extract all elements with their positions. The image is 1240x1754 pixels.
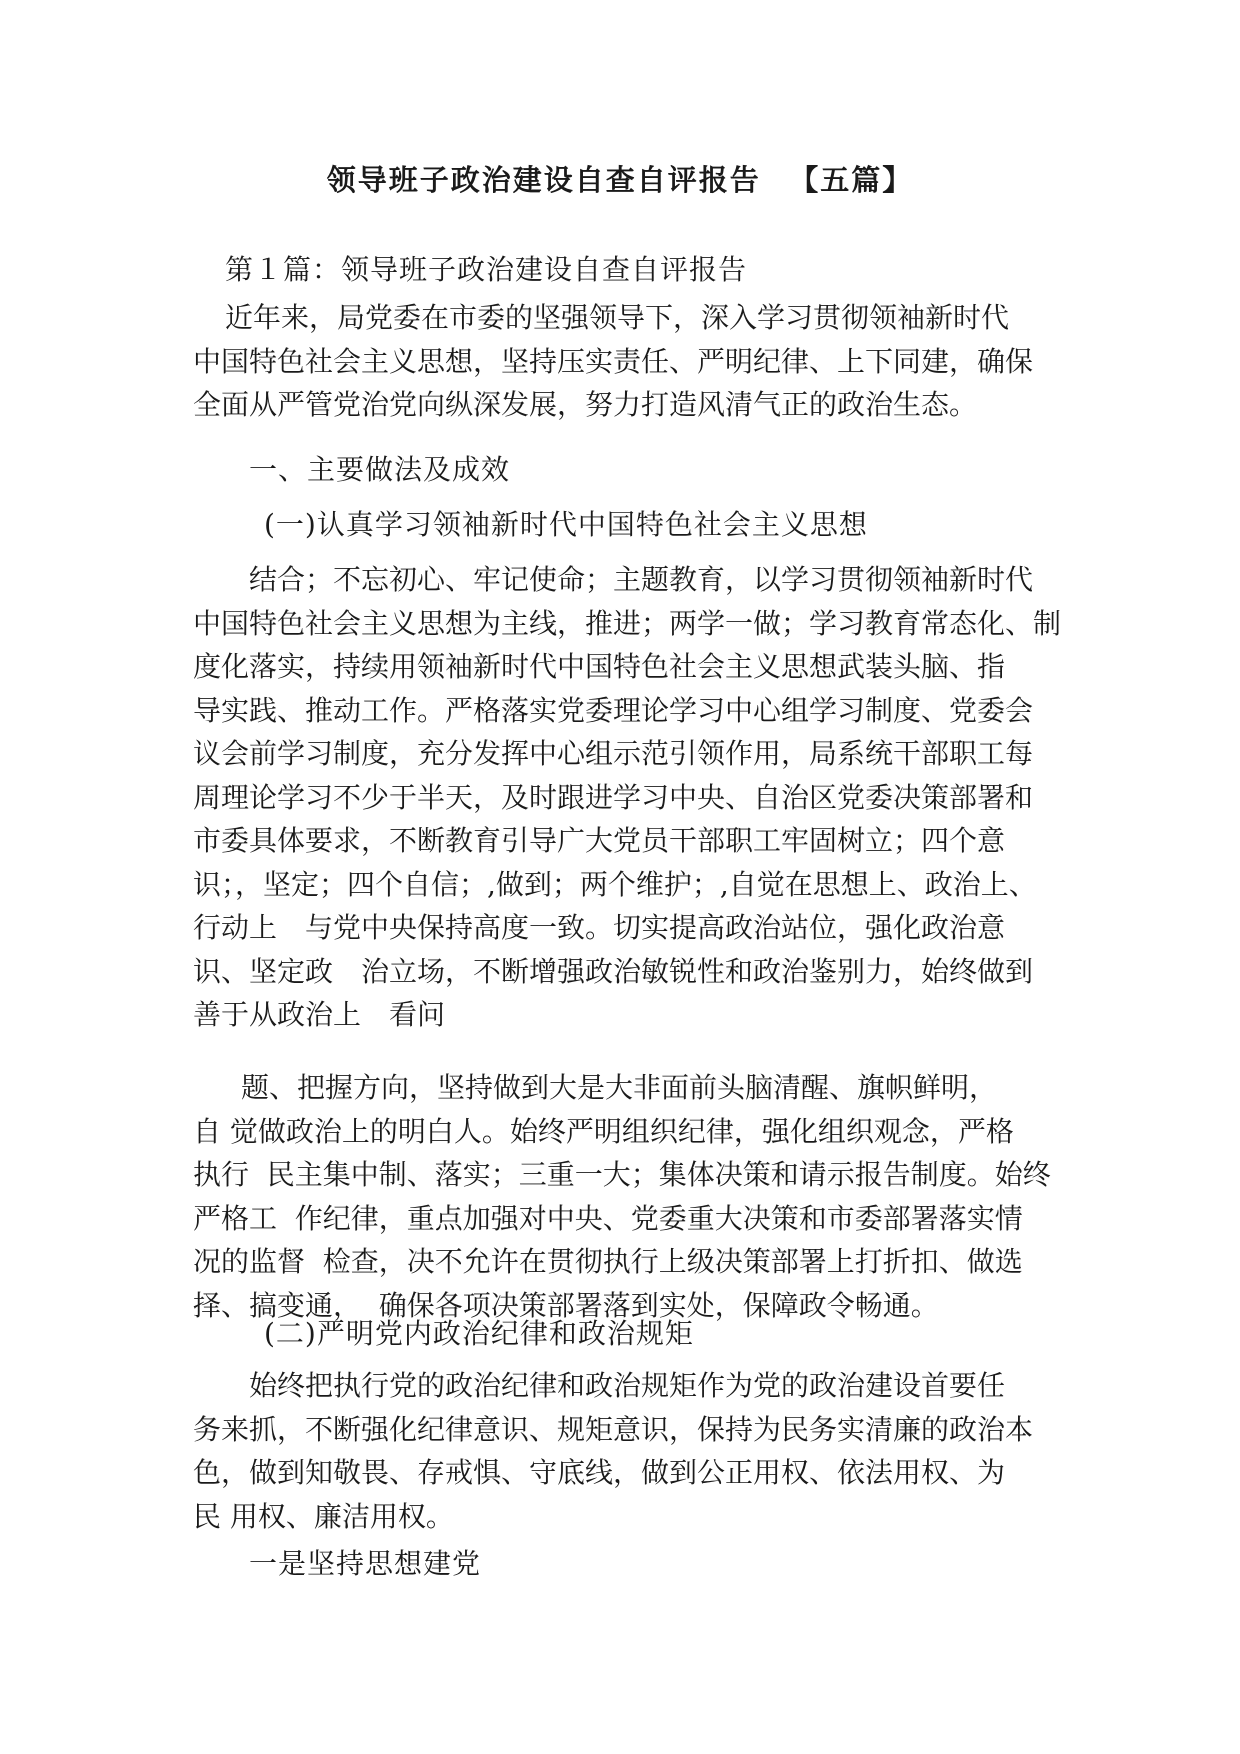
intro-paragraph	[193, 296, 1053, 427]
paragraph-line: 善于从政治上 看问	[193, 998, 446, 1031]
paragraph-line: 识；，坚定；四个自信；,做到；两个维护；,自觉在思想上、政治上、	[193, 867, 1037, 901]
paragraph-line: 严格工 作纪律，重点加强对中央、党委重大决策和市委部署落实情	[193, 1201, 1023, 1235]
paragraph-line: 近年来，局党委在市委的坚强领导下，深入学习贯彻领袖新时代	[225, 301, 1010, 334]
item1-heading: 一是坚持思想建党	[249, 1547, 482, 1580]
subsection2-heading: (二)严明党内政治纪律和政治规矩	[264, 1317, 694, 1350]
document-title: 领导班子政治建设自查自评报告 【五篇】	[326, 163, 914, 197]
paragraph-line: 自 觉做政治上的明白人。始终严明组织纪律，强化组织观念，严格	[193, 1114, 1014, 1148]
paragraph-line: 题、把握方向，坚持做到大是大非面前头脑清醒、旗帜鲜明，	[241, 1071, 998, 1104]
part1-heading: 第１篇：领导班子政治建设自查自评报告	[225, 253, 748, 286]
paragraph-line: 结合；不忘初心、牢记使命；主题教育，以学习贯彻领袖新时代	[249, 563, 1034, 596]
paragraph-line: 务来抓，不断强化纪律意识、规矩意识，保持为民务实清廉的政治本	[193, 1412, 1034, 1446]
paragraph-line: 中国特色社会主义思想，坚持压实责任、严明纪律、上下同建，确保	[193, 344, 1034, 378]
subsection2-paragraph	[193, 1364, 1053, 1538]
subsection1-paragraph1	[193, 558, 1062, 1037]
subsection1-paragraph2	[193, 1066, 1053, 1327]
paragraph-line: 民 用权、廉洁用权。	[193, 1499, 454, 1533]
paragraph-line: 导实践、推动工作。严格落实党委理论学习中心组学习制度、党委会	[193, 693, 1034, 727]
paragraph-line: 周理论学习不少于半天，及时跟进学习中央、自治区党委决策部署和	[193, 780, 1034, 814]
paragraph-line: 度化落实，持续用领袖新时代中国特色社会主义思想武装头脑、指	[193, 650, 1006, 683]
paragraph-line: 行动上 与党中央保持高度一致。切实提高政治站位，强化政治意	[193, 911, 1006, 944]
paragraph-line: 议会前学习制度，充分发挥中心组示范引领作用，局系统干部职工每	[193, 737, 1034, 770]
paragraph-line: 况的监督 检查，决不允许在贯彻执行上级决策部署上打折扣、做选	[193, 1245, 1023, 1278]
paragraph-line: 中国特色社会主义思想为主线，推进；两学一做；学习教育常态化、制	[193, 606, 1062, 640]
paragraph-line: 全面从严管党治党向纵深发展，努力打造风清气正的政治生态。	[193, 388, 978, 421]
paragraph-line: 执行 民主集中制、落实；三重一大；集体决策和请示报告制度。始终	[193, 1158, 1051, 1191]
section1-heading: 一、主要做法及成效	[249, 453, 511, 486]
paragraph-line: 识、坚定政 治立场，不断增强政治敏锐性和政治鉴别力，始终做到	[193, 954, 1034, 988]
paragraph-line: 择、搞变通， 确保各项决策部署落到实处，保障政令畅通。	[193, 1288, 939, 1322]
paragraph-line: 市委具体要求，不断教育引导广大党员干部职工牢固树立；四个意	[193, 824, 1006, 857]
paragraph-line: 始终把执行党的政治纪律和政治规矩作为党的政治建设首要任	[249, 1369, 1006, 1402]
subsection1-heading: (一)认真学习领袖新时代中国特色社会主义思想	[264, 508, 868, 541]
paragraph-line: 色，做到知敬畏、存戒惧、守底线，做到公正用权、依法用权、为	[193, 1456, 1006, 1489]
